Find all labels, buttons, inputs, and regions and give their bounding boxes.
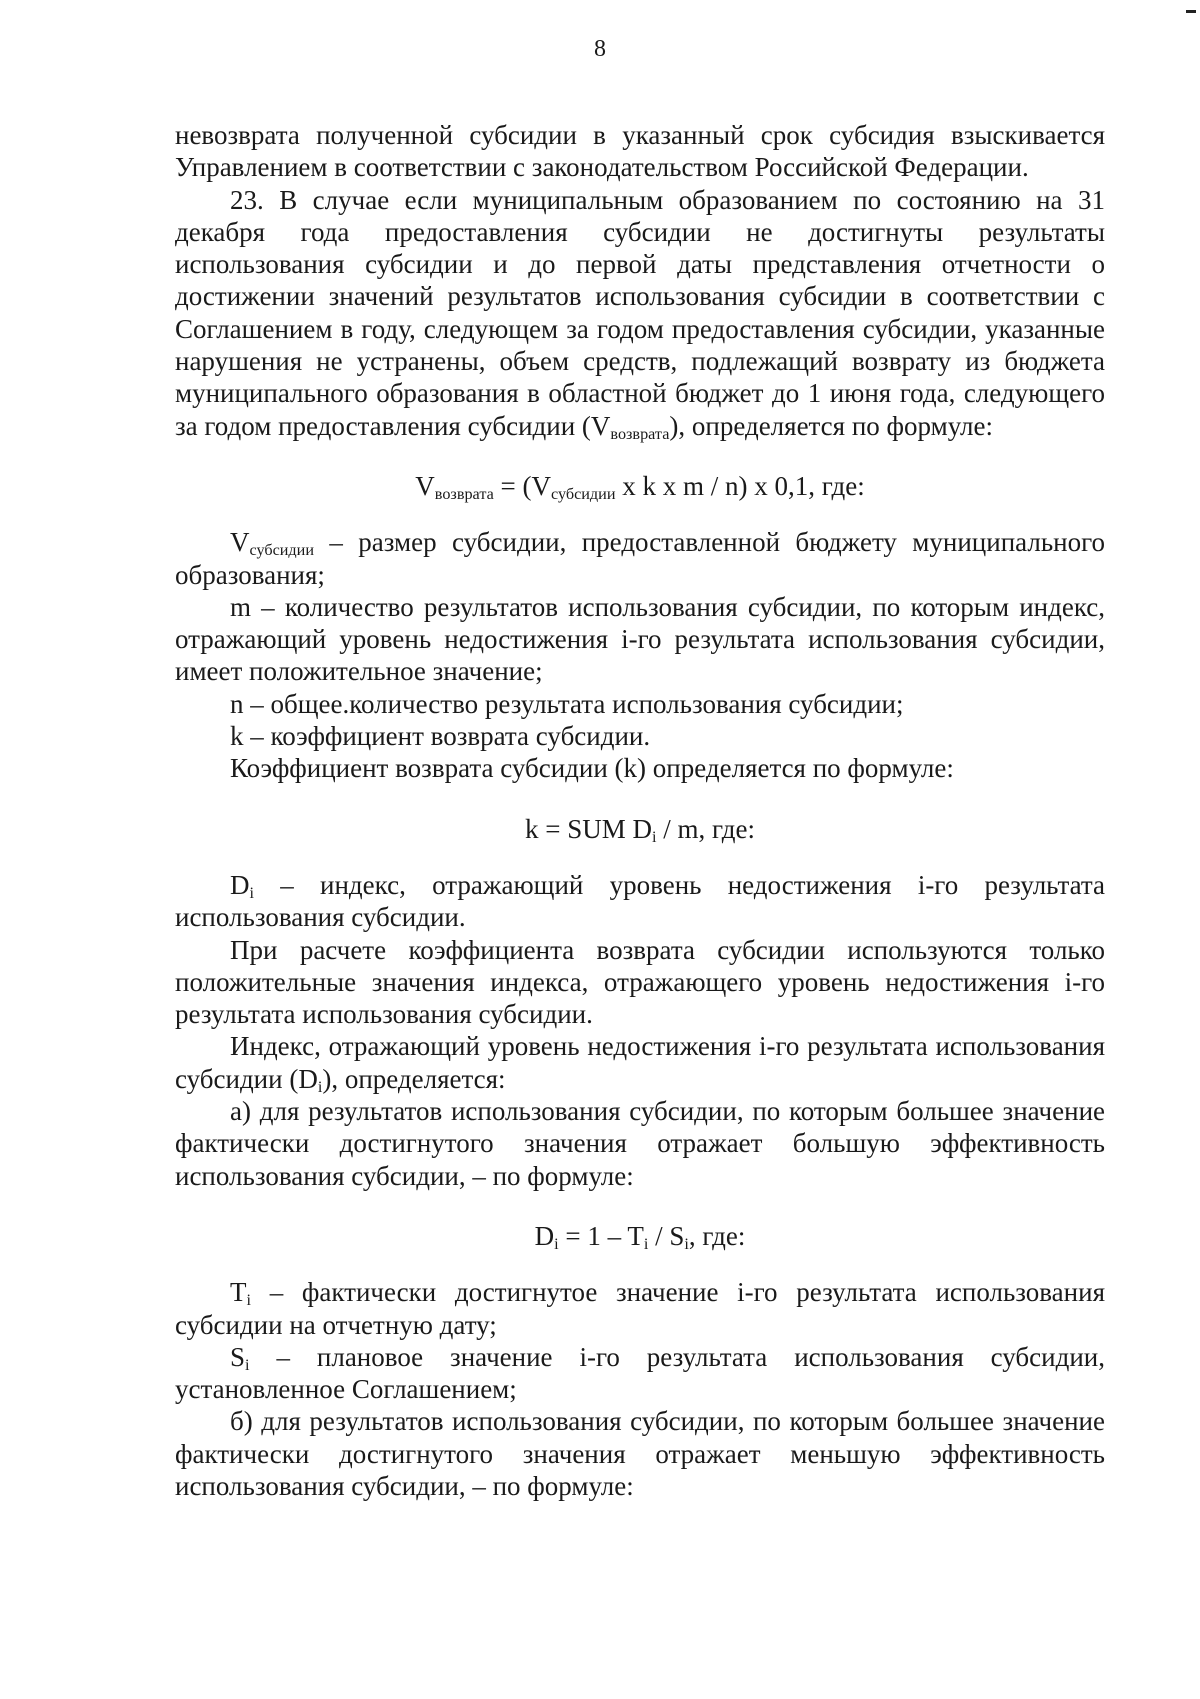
paragraph-calculation: При расчете коэффициента возврата субсидии используются только положительные значения индекса, отражающего уровень недостижения i-го результата использования субсидии. xyxy=(175,934,1105,1030)
formula-subscript: возврата xyxy=(434,485,494,504)
formula-part: , где: xyxy=(688,1220,746,1251)
definition-text: – индекс, отражающий уровень недостижения i-го результата использования субсидии. xyxy=(175,869,1105,933)
definition-text: – размер субсидии, предоставленной бюджету муниципального образования; xyxy=(175,527,1105,590)
definition-symbol: S xyxy=(230,1341,246,1372)
paragraph-index-text: Индекс, отражающий уровень недостижения i-го результата использования субсидии (D xyxy=(175,1031,1105,1094)
definition-subscript: i xyxy=(249,883,254,902)
scan-edge-mark xyxy=(1186,10,1196,13)
definition-symbol: D xyxy=(230,869,250,900)
definition-subscript: i xyxy=(246,1291,251,1310)
document-body xyxy=(175,119,1105,1502)
paragraph-23-text: 23. В случае если муниципальным образованием по состоянию на 31 декабря года предоставления субсидии не достигнуты результаты использования субсидии и до первой даты представления отчетности о достижении значений результатов использования субсидии в соответствии с Соглашением в году, следующем за годом предоставления субсидии, указанные нарушения не устранены, объем средств, подлежащий возврату из бюджета муниципального образования в областной бюджет до 1 июня года, следующего за годом предоставления субсидии (V xyxy=(175,184,1105,441)
paragraph-index-subscript: i xyxy=(317,1077,323,1096)
formula-v-vozvrata xyxy=(175,470,1105,502)
subscript-vozvrata: возврата xyxy=(610,424,670,443)
definition-s xyxy=(175,1341,1105,1406)
paragraph-a: а) для результатов использования субсидии, по которым большее значение фактически достигнутого значения отражает большую эффективность использования субсидии, – по формуле: xyxy=(175,1096,1105,1191)
paragraph-index-end: ), определяется: xyxy=(322,1063,506,1094)
definition-d xyxy=(175,869,1105,934)
formula-d xyxy=(175,1220,1105,1252)
definition-v-subsidii xyxy=(175,526,1105,591)
definition-symbol: V xyxy=(230,527,250,558)
formula-subscript: субсидии xyxy=(551,485,616,504)
definition-m: m – количество результатов использования субсидии, по которым индекс, отражающий уровень недостижения i-го результата использования субсидии, имеет положительное значение; xyxy=(175,591,1105,687)
paragraph-23 xyxy=(175,184,1105,442)
definition-subscript: субсидии xyxy=(249,541,314,560)
formula-part: x k x m / n) x 0,1, где: xyxy=(615,470,865,501)
formula-subscript: i xyxy=(684,1234,689,1253)
formula-part: D xyxy=(534,1220,555,1251)
k-formula-intro: Коэффициент возврата субсидии (k) определяется по формуле: xyxy=(230,753,954,784)
paragraph-index xyxy=(175,1030,1105,1095)
page-number: 8 xyxy=(594,36,606,62)
formula-part: / m, где: xyxy=(656,813,755,844)
formula-part: k = SUM D xyxy=(525,813,653,844)
paragraph-b: б) для результатов использования субсидии, по которым большее значение фактически достигнутого значения отражает меньшую эффективность использования субсидии, – по формуле: xyxy=(175,1406,1105,1501)
definition-text: – плановое значение i-го результата использования субсидии, установленное Соглашением; xyxy=(175,1341,1105,1405)
formula-subscript: i xyxy=(554,1234,559,1253)
formula-part: = (V xyxy=(493,470,551,501)
formula-part: / S xyxy=(648,1220,685,1251)
definition-text: – фактически достигнутое значение i-го результата использования субсидии на отчетную дату; xyxy=(175,1277,1105,1340)
definition-t xyxy=(175,1276,1105,1341)
definition-k: k – коэффициент возврата субсидии. xyxy=(230,721,651,752)
formula-subscript: i xyxy=(643,1234,649,1253)
formula-k xyxy=(175,813,1105,845)
paragraph-23-end: ), определяется по формуле: xyxy=(669,410,993,441)
paragraph-continuation: невозврата полученной субсидии в указанный срок субсидия взыскивается Управлением в соответствии с законодательством Российской Федерации. xyxy=(175,120,1105,183)
formula-part: = 1 – T xyxy=(558,1220,644,1251)
formula-symbol: V xyxy=(415,470,435,501)
definition-subscript: i xyxy=(245,1355,250,1374)
formula-subscript: i xyxy=(652,827,657,846)
definition-n: n – общее.количество результата использования субсидии; xyxy=(230,688,904,719)
definition-symbol: T xyxy=(230,1277,247,1308)
